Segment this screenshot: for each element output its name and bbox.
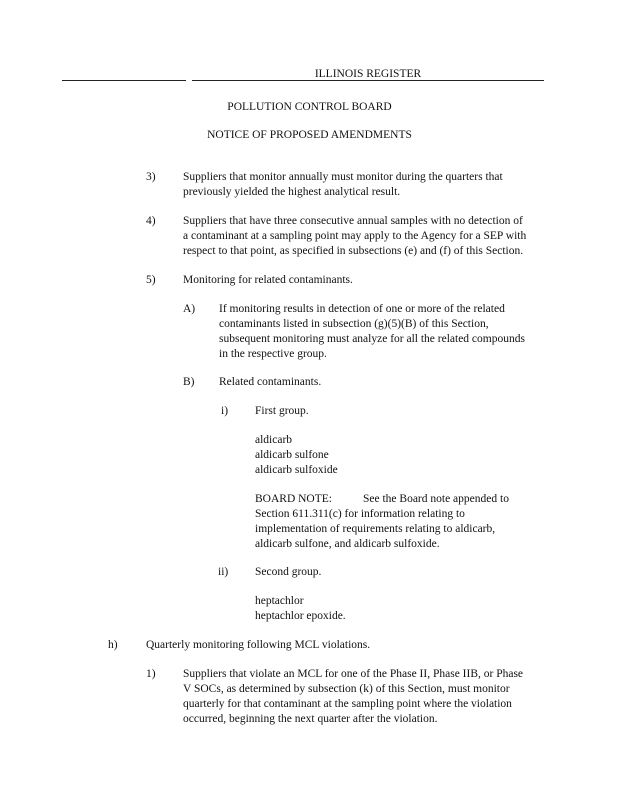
- item-a-line-3: subsequent monitoring must analyze for all the related compounds: [219, 333, 525, 345]
- item-5-text: Monitoring for related contaminants.: [183, 274, 353, 286]
- item-ii-label: ii): [218, 566, 229, 578]
- item-3-line-1: Suppliers that monitor annually must monitor during the quarters that: [183, 171, 503, 183]
- item-1-line-2: V SOCs, as determined by subsection (k) of this Section, must monitor: [183, 683, 510, 695]
- item-4-label: 4): [146, 215, 156, 227]
- register-title: ILLINOIS REGISTER: [314, 68, 422, 80]
- item-h-text: Quarterly monitoring following MCL violations.: [146, 639, 371, 651]
- item-i-label: i): [221, 405, 229, 417]
- board-note-line-4: aldicarb sulfone, and aldicarb sulfoxide.: [255, 538, 440, 550]
- board-note-label: BOARD NOTE:: [255, 493, 332, 505]
- compound-aldicarb-sulfoxide: aldicarb sulfoxide: [255, 464, 338, 476]
- item-i-text: First group.: [255, 405, 309, 417]
- board-note-line-2: Section 611.311(c) for information relating to: [255, 508, 465, 520]
- item-5-label: 5): [146, 274, 156, 286]
- item-a-line-4: in the respective group.: [219, 348, 327, 360]
- item-3-label: 3): [146, 171, 156, 183]
- item-1-label: 1): [146, 668, 156, 680]
- item-1-line-3: quarterly for that contaminant at the sampling point where the violation: [183, 698, 512, 710]
- item-b-label: B): [183, 376, 195, 388]
- board-note-line-1: See the Board note appended to: [363, 493, 509, 505]
- header-rule-left: [62, 80, 186, 81]
- notice-title: NOTICE OF PROPOSED AMENDMENTS: [207, 129, 412, 141]
- item-a-line-1: If monitoring results in detection of one or more of the related: [219, 303, 505, 315]
- item-b-text: Related contaminants.: [219, 376, 322, 388]
- item-4-line-1: Suppliers that have three consecutive annual samples with no detection of: [183, 215, 523, 227]
- compound-heptachlor: heptachlor: [255, 595, 304, 607]
- item-4-line-3: respect to that point, as specified in subsections (e) and (f) of this Section.: [183, 245, 524, 257]
- compound-heptachlor-epoxide: heptachlor epoxide.: [255, 610, 346, 622]
- item-a-line-2: contaminants listed in subsection (g)(5)(B) of this Section,: [219, 318, 489, 330]
- item-h-label: h): [108, 639, 118, 651]
- compound-aldicarb-sulfone: aldicarb sulfone: [255, 449, 329, 461]
- item-ii-text: Second group.: [255, 566, 322, 578]
- item-1-line-1: Suppliers that violate an MCL for one of the Phase II, Phase IIB, or Phase: [183, 668, 524, 680]
- board-note-line-3: implementation of requirements relating to aldicarb,: [255, 523, 496, 535]
- item-3-line-2: previously yielded the highest analytical result.: [183, 186, 401, 198]
- item-4-line-2: a contaminant at a sampling point may apply to the Agency for a SEP with: [183, 230, 527, 242]
- item-a-label: A): [183, 303, 196, 315]
- item-1-line-4: occurred, beginning the next quarter after the violation.: [183, 713, 438, 725]
- compound-aldicarb: aldicarb: [255, 434, 293, 446]
- board-title: POLLUTION CONTROL BOARD: [227, 101, 392, 113]
